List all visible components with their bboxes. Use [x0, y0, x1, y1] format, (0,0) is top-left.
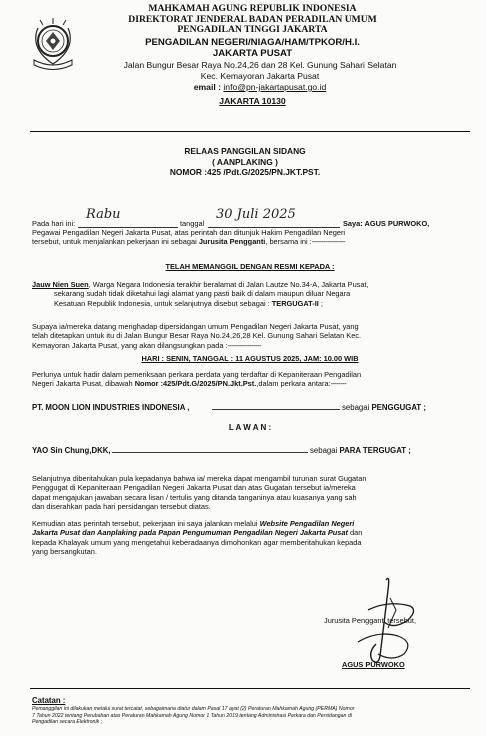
- signature-name: AGUS PURWOKO: [342, 660, 405, 669]
- selanjutnya-line1: Selanjutnya diberitahukan pula kepadanya bahwa ia/ mereka dapat mengambil turunan surat Gugatan: [32, 474, 367, 483]
- kemudian-line1-b: Website Pengadilan Negeri: [259, 519, 355, 528]
- intro-line3-c: , bersama ini :: [265, 237, 312, 247]
- email-label: email :: [193, 82, 224, 92]
- supaya-line1: Supaya ia/mereka datang menghadap dipersidangan umum Pengadilan Negeri Jakarta Pusat, yang: [32, 322, 359, 331]
- header-address1: Jalan Bungur Besar Raya No.24,26 dan 28 Kel. Gunung Sahari Selatan: [123, 60, 397, 70]
- party-line1: , Warga Negara Indonesia terakhir beralamat di Jalan Lautze No.34-A, Jakarta Pusat,: [88, 280, 369, 289]
- selanjutnya-line2: Penggugat di Kepaniteraan Pengadilan Negeri Jakarta Pusat dan atas Gugatan tersebut ia/mereka: [32, 483, 356, 493]
- document-page: MAHKAMAH AGUNG REPUBLIK INDONESIA DIREKTORAT JENDERAL BADAN PERADILAN UMUM PENGADILAN TINGGI JAKARTA PENGADILAN NEGERI/NIAGA/HAM/TPKOR/H.I. JAKARTA PUSAT Jalan Bungur Besar Raya No.24,26 dan 28 Kel. Gunung Sahari Selatan Kec. Kemayoran Jakarta Pusat email : info@pn-jakartapusat.go.id JAKARTA 10130 RELAAS PANGGILAN SIDANG ( AANPLAKING ) NOMOR :425 /Pdt.G/2025/PN.JKT.PST. Pada hari ini: Rabu tanggal 30 Juli 2025 Saya: AGUS PURWOKO, Pegawai Pengadilan Negeri Jakarta Pusat, atas perintah dan ditunjuk Hakim Pengadilan Negeri tersebut, untuk menjalankan pekerjaan ini sebagai Jurusita Pengganti, bersama ini :----------------- TELAH MEMANGGIL DENGAN RESMI KEPADA : Jauw Nien Suen, Warga Negara Indonesia terakhir beralamat di Jalan Lautze No.34-A, Jakarta Pusat, sekarang sudah tidak diketahui lagi alamat yang pasti baik di dalam maupun diluar Negara Kesatuan Republik Indonesia, untuk selanjutnya disebut sebagai : TERGUGAT-II ; Supaya ia/mereka datang menghadap dipersidangan umum Pengadilan Negeri Jakarta Pusat, yang telah ditetapkan untuk itu di Jalan Bungur Besar Raya No.24,26,28 Kel. Gunung Sahari Selatan Kec. Kemayoran Jakarta Pusat, yang akan dilangsungkan pada :----------------- HARI : SENIN, TANGGAL : 11 AGUSTUS 2025, JAM: 10.00 WIB Perlunya untuk hadir dalam pemeriksaan perkara perdata yang terdaftar di Kepaniteraan Pengadilan Negeri Jakarta Pusat, dibawah Nomor :425/Pdt.G/2025/PN.Jkt.Pst.,dalam perkara antara:-------- PT. MOON LION INDUSTRIES INDONESIA , sebagai PENGGUGAT ; L A W A N : YAO Sin Chung,DKK, sebagai PARA TERGUGAT ; Selanjutnya diberitahukan pula kepadanya bahwa ia/ mereka dapat mengambil turunan surat Gugatan Penggugat di Kepaniteraan Pengadilan Negeri Jakarta Pusat dan atas Gugatan tersebut ia/mereka dapat mengajukan jawaban secara lisan / tertulis yang ditanda tanganinya atau kuasanya yang sah dan diserahkan pada hari persidangan tersebut diatas. Kemudian atas perintah tersebut, pekerjaan ini saya jalankan melalui Website Pengadilan Negeri Jakarta Pusat dan Aanplaking pada Papan Pengumuman Pengadilan Negeri Jakarta Pusat dan kepada Khalayak umum yang mengetahui keberadaanya dimohonkan agar memberitahukan kepada yang bersangkutan. Jurusita Pengganti tersebut, AGUS PURWOKO Catatan : Pemanggilan ini dilakukan melalui surat tercatat, sebagaimana diatur dalam Pasal 17 ayat (2) Peraturan Mahkamah Agung (PERMA) Nomor 7 Tahun 2022 tentang Perubahan atas Peraturan Mahkamah Agung Nomor 1 Tahun 2019 tentang Administrasi Perkara dan Persidangan di Pengadilan secara Elektronik ;: [0, 0, 486, 736]
- lawan-heading: L A W A N :: [228, 423, 272, 432]
- pada-hari-label: Pada hari ini:: [32, 219, 76, 228]
- supaya-line2: telah ditetapkan untuk itu di Jalan Bungur Besar Raya No.24,26,28 Kel. Gunung Sahari Selatan Kec.: [32, 331, 362, 341]
- supaya-block: Supaya ia/mereka datang menghadap dipersidangan umum Pengadilan Negeri Jakarta Pusat, yang telah ditetapkan untuk itu di Jalan Bungur Besar Raya No.24,26,28 Kel. Gunung Sahari Selatan Kec. Kemayoran Jakarta Pusat, yang akan dilangsungkan pada :-----------------: [32, 322, 472, 350]
- kemudian-line4: yang bersangkutan.: [32, 546, 97, 556]
- kemudian-line2-a: Jakarta Pusat dan Aanplaking pada Papan Pengumuman Pengadilan Negeri Jakarta Pusat: [32, 528, 348, 538]
- kemudian-line2-b: dan: [347, 528, 363, 538]
- tanggal-label: tanggal: [180, 219, 205, 228]
- header-line4: PENGADILAN NEGERI/NIAGA/HAM/TPKOR/H.I.: [145, 37, 360, 48]
- footer-divider: [30, 688, 470, 689]
- selanjutnya-line4: dan diserahkan pada hari persidangan tersebut diatas.: [32, 501, 211, 511]
- penggugat-name: PT. MOON LION INDUSTRIES INDONESIA ,: [32, 403, 190, 412]
- penggugat-role-b: PENGGUGAT ;: [371, 403, 426, 412]
- catatan-line3: Pengadilan secara Elektronik ;: [32, 719, 103, 725]
- header-line5: JAKARTA PUSAT: [212, 48, 293, 59]
- hari-handwritten: Rabu: [86, 207, 121, 222]
- party-line3-a: Kesatuan Republik Indonesia, untuk selanjutnya disebut sebagai :: [54, 298, 272, 308]
- intro-line3-a: tersebut, untuk menjalankan pekerjaan ini sebagai: [32, 237, 199, 247]
- catatan-line2: 7 Tahun 2022 tentang Perubahan atas Peraturan Mahkamah Agung Nomor 1 Tahun 2019 tentang Administrasi Perkara dan Persidangan di: [32, 712, 352, 719]
- perlunya-block: Perlunya untuk hadir dalam pemeriksaan perkara perdata yang terdaftar di Kepaniteraan Pengadilan Negeri Jakarta Pusat, dibawah Nomor :425/Pdt.G/2025/PN.Jkt.Pst.,dalam perkara antara:--------: [32, 370, 472, 389]
- intro-line2: Pegawai Pengadilan Negeri Jakarta Pusat, atas perintah dan ditunjuk Hakim Pengadilan Negeri: [32, 228, 346, 237]
- party-line3-c: ;: [318, 298, 323, 308]
- header-city: JAKARTA 10130: [219, 96, 286, 106]
- perlunya-line1: Perlunya untuk hadir dalam pemeriksaan perkara perdata yang terdaftar di Kepaniteraan Pengadilan: [32, 370, 362, 379]
- title-line3: NOMOR :425 /Pdt.G/2025/PN.JKT.PST.: [169, 167, 321, 177]
- catatan-label: Catatan :: [32, 696, 66, 705]
- tergugat-role-a: sebagai: [310, 446, 340, 455]
- header-divider: [30, 131, 470, 132]
- party-name: Jauw Nien Suen: [32, 280, 89, 289]
- catatan-block: [32, 706, 472, 726]
- selanjutnya-line3: dapat mengajukan jawaban secara lisan / tertulis yang ditanda tanganinya atau kuasanya yang sah: [32, 492, 357, 502]
- hari-sidang: HARI : SENIN, TANGGAL : 11 AGUSTUS 2025, JAM: 10.00 WIB: [141, 354, 359, 363]
- signature-title: Jurusita Pengganti tersebut,: [324, 616, 417, 625]
- perlunya-line2-a: Negeri Jakarta Pusat, dibawah: [32, 379, 135, 389]
- kemudian-line1-a: Kemudian atas perintah tersebut, pekerjaan ini saya jalankan melalui: [32, 519, 260, 528]
- tergugat-role-b: PARA TERGUGAT ;: [339, 446, 411, 455]
- tanggal-handwritten: 30 Juli 2025: [216, 207, 296, 222]
- party-line2: sekarang sudah tidak diketahui lagi alamat yang pasti baik di dalam maupun diluar Negara: [54, 289, 351, 299]
- header-line1: MAHKAMAH AGUNG REPUBLIK INDONESIA: [148, 3, 357, 14]
- email-link[interactable]: info@pn-jakartapusat.go.id: [223, 82, 327, 92]
- header-line2: DIREKTORAT JENDERAL BADAN PERADILAN UMUM: [128, 13, 377, 25]
- perlunya-line2-b: Nomor :425/Pdt.G/2025/PN.Jkt.Pst.: [134, 379, 257, 389]
- header-address2: Kec. Kemayoran Jakarta Pusat: [200, 71, 320, 81]
- intro-line3-b: Jurusita Pengganti: [198, 237, 266, 247]
- perlunya-line2-c: ,dalam perkara antara:: [256, 379, 331, 389]
- party-line3-b: TERGUGAT-II: [271, 298, 319, 308]
- tergugat-name: YAO Sin Chung,DKK,: [32, 446, 111, 455]
- title-line2: ( AANPLAKING ): [212, 156, 278, 167]
- title-line1: RELAAS PANGGILAN SIDANG: [184, 146, 306, 156]
- catatan-line1: Pemanggilan ini dilakukan melalui surat tercatat, sebagaimana diatur dalam Pasal 17 ayat (2) Peraturan Mahkamah Agung (PERMA) Nomor: [32, 706, 355, 712]
- handwritten-signature: [328, 570, 438, 670]
- kemudian-block: [32, 519, 472, 556]
- kemudian-line3: kepada Khalayak umum yang mengetahui keberadaanya dimohonkan agar memberitahukan kepada: [32, 537, 362, 547]
- telah-memanggil-heading: TELAH MEMANGGIL DENGAN RESMI KEPADA :: [165, 262, 335, 271]
- selanjutnya-block: [32, 474, 472, 511]
- party-block: [32, 280, 472, 308]
- penggugat-role-a: sebagai: [342, 403, 372, 412]
- header-line3: PENGADILAN TINGGI JAKARTA: [177, 24, 328, 35]
- supaya-line3: Kemayoran Jakarta Pusat, yang akan dilangsungkan pada :: [32, 340, 228, 350]
- saya-label: Saya: AGUS PURWOKO,: [343, 219, 430, 228]
